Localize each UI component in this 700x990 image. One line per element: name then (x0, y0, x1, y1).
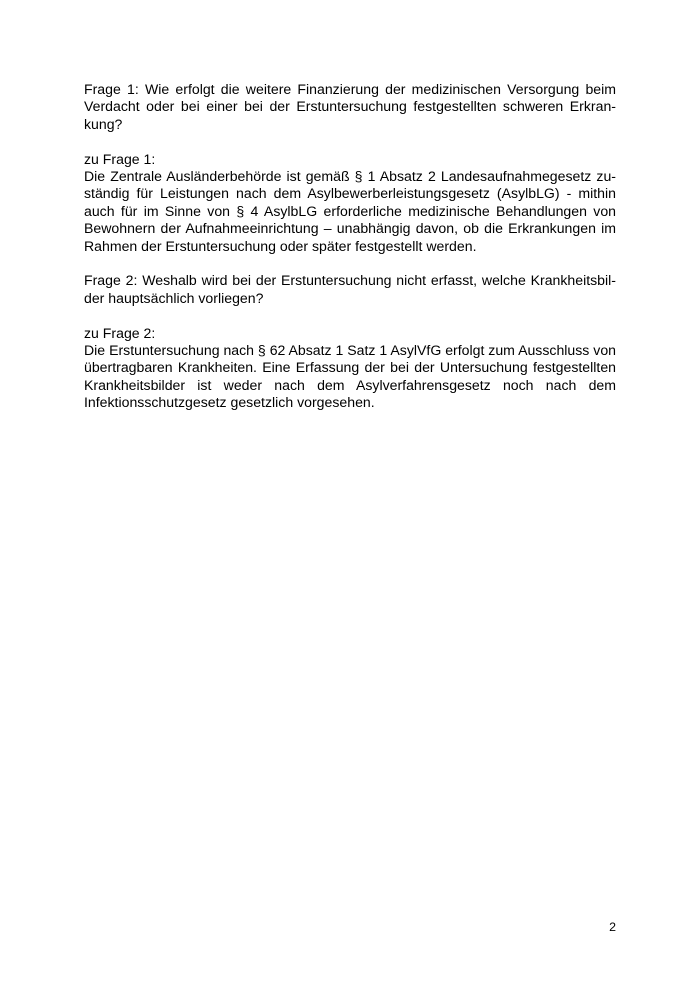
answer-2-text: Die Erstuntersuchung nach § 62 Absatz 1 Satz 1 AsylVfG erfolgt zum Ausschluss von übertragbaren Krankheiten. Eine Erfassung der bei der Untersuchung festgestellten Krankheitsbilder ist weder nach dem Asylverfahrensgesetz noch nach dem Infektionsschutzgesetz gesetzlich vorgesehen. (84, 342, 616, 411)
question-2-text: Frage 2: Weshalb wird bei der Erstuntersuchung nicht erfasst, welche Krankheitsbilder hauptsächlich vorliegen? (84, 272, 616, 306)
page-number: 2 (609, 920, 616, 934)
paragraph-spacer (84, 255, 616, 272)
paragraph-spacer (84, 133, 616, 150)
document-body (84, 81, 616, 412)
answer-2-heading: zu Frage 2: (84, 324, 156, 341)
answer-1-heading: zu Frage 1: (84, 150, 156, 167)
answer-1-text: Die Zentrale Ausländerbehörde ist gemäß § 1 Absatz 2 Landesaufnahmegesetz zuständig für Leistungen nach dem Asylbewerberleistungsgesetz (AsylbLG) - mithin auch für im Sinne von § 4 AsylbLG erforderliche medizinische Behandlungen von Bewohnern der Aufnahmeeinrichtung – unabhängig davon, ob die Erkrankungen im Rahmen der Erstuntersuchung oder später festgestellt werden. (84, 168, 616, 254)
question-1-text: Frage 1: Wie erfolgt die weitere Finanzierung der medizinischen Versorgung beim Verdacht oder bei einer bei der Erstuntersuchung festgestellten schweren Erkrankung? (84, 81, 616, 132)
paragraph-spacer (84, 307, 616, 324)
